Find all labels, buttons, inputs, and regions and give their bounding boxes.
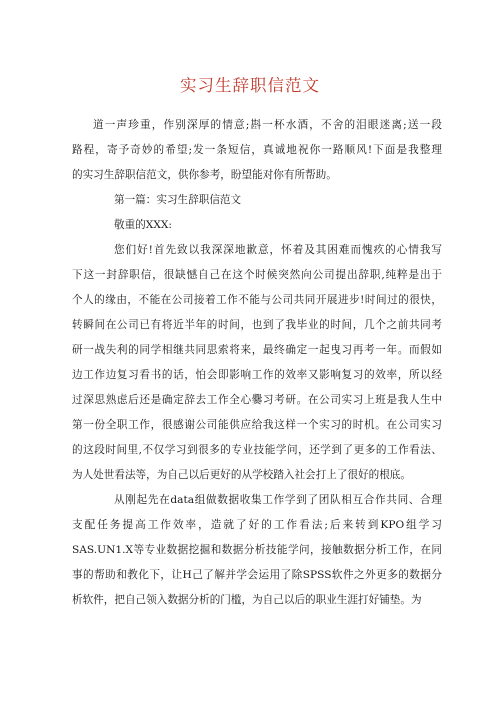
text-line: 析软件，把自己领入数据分析的门槛，为自己以后的职业生涯打好铺垫。为 bbox=[72, 594, 422, 606]
text-line: 为人处世看法等，为自己以后更好的从学校踏入社会打上了很好的根底。 bbox=[72, 469, 411, 481]
text-line: 事的帮助和教化下，让H己了解并学会运用了除SPSS软件之外更多的数据分 bbox=[72, 569, 442, 581]
text-line: 第一份全职工作，很感谢公司能供应给我这样一个实习的时机。在公司实习 bbox=[72, 419, 442, 431]
intro-paragraph bbox=[72, 113, 442, 188]
text-line: 转瞬间在公司已有将近半年的时间，也到了我毕业的时间，几个之前共同考 bbox=[72, 319, 442, 331]
text-line: 过深思熟虑后还是确定辞去工作全心爨习考研。在公司实习上班是我人生中 bbox=[72, 394, 442, 406]
text-line: 第一篇：实习生辞职信范文 bbox=[114, 194, 242, 206]
text-line: 路程，寄予奇妙的希望;发一条短信，真诚地祝你一路顺风!下面是我整理 bbox=[72, 144, 442, 156]
text-line: SAS.UN1.X等专业数据挖掘和数据分析技能学问，接触数据分析工作，在同 bbox=[72, 544, 442, 556]
document-body bbox=[72, 113, 442, 613]
text-line: 的实习生辞职信范文，供你参考，盼望能对你有所帮助。 bbox=[72, 169, 337, 181]
text-line: 的这段时间里,不仅学习到很多的专业技能学问，还学到了更多的工作看法、 bbox=[72, 444, 442, 456]
text-line: 边工作边复习看书的话，怕会即影响工作的效率又影响复习的效率，所以经 bbox=[72, 369, 442, 381]
text-line: 道一声珍重，作别深厚的情意;斟一杯水酒，不舍的泪眼迷离;送一段 bbox=[93, 119, 442, 131]
document-title: 实习生辞职信范文 bbox=[180, 76, 320, 95]
letter-paragraph-1 bbox=[72, 238, 442, 488]
letter-paragraph-2 bbox=[72, 488, 442, 613]
text-line: 敬重的XXX: bbox=[114, 219, 172, 231]
text-line: 支配任务提高工作效率，造就了好的工作看法;后来转到KPO组学习 bbox=[72, 519, 442, 531]
text-line: 从刚起先在data组做数据收集工作学到了团队相互合作共同、合理 bbox=[114, 494, 442, 506]
text-line: 下这一封辞职信，很缺憾自己在这个时候突然向公司提出辞职,纯粹是出于 bbox=[72, 269, 442, 281]
text-line: 您们好!首先致以我深深地歉意，怀着及其困难而愧疚的心情我写 bbox=[114, 244, 442, 256]
text-line: 研一战失利的同学相继共同思索将来，最终确定一起曳习再考一年。而假如 bbox=[72, 344, 442, 356]
text-line: 个人的缘由，不能在公司接着工作不能与公司共同开展进步!时间过的很快， bbox=[72, 294, 442, 306]
section-heading bbox=[72, 188, 442, 213]
salutation bbox=[72, 213, 442, 238]
